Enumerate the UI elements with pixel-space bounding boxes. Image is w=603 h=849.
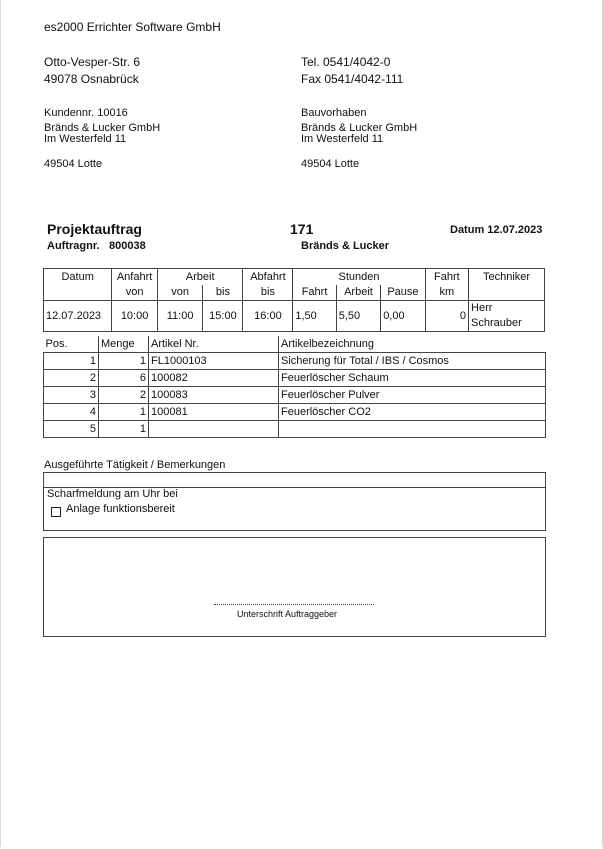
sub-abfahrt-bis: bis [243,285,293,301]
cell-fahrt-km: 0 [425,301,468,332]
item-bezeichnung: Feuerlöscher CO2 [279,404,546,421]
order-title: Projektauftrag [47,221,142,237]
cell-techniker: Herr Schrauber [469,301,545,332]
header-datum: Datum [44,269,112,286]
item-menge: 1 [99,421,149,438]
cell-arbeit-von: 11:00 [157,301,203,332]
item-artikel-nr [149,421,279,438]
project-label: Bauvorhaben [301,107,367,119]
company-name: es2000 Errichter Software GmbH [44,20,221,34]
checkbox-label: Anlage funktionsbereit [66,503,175,515]
scharfmeldung-text: Scharfmeldung am Uhr bei [47,488,178,500]
remarks-label: Ausgeführte Tätigkeit / Bemerkungen [44,459,226,471]
sub-arbeit-von: von [157,285,203,301]
item-pos: 2 [44,370,99,387]
sub-arbeit-bis: bis [203,285,243,301]
sub-techniker-empty [469,285,545,301]
sub-empty [44,285,112,301]
cell-arbeit-bis: 15:00 [203,301,243,332]
header-artikel-nr: Artikel Nr. [149,336,279,353]
project-city: 49504 Lotte [301,158,360,170]
time-row [44,301,545,332]
item-pos: 5 [44,421,99,438]
cell-stunden-pause: 0,00 [381,301,425,332]
order-number: 171 [290,221,314,237]
company-street: Otto-Vesper-Str. 6 [44,55,141,69]
table-row [44,370,546,387]
remarks-box [43,472,546,531]
item-pos: 3 [44,387,99,404]
sub-anfahrt-von: von [112,285,158,301]
company-phone: Tel. 0541/4042-0 [301,55,391,69]
item-artikel-nr: 100083 [149,387,279,404]
signature-box [43,537,546,637]
project-street: Im Westerfeld 11 [301,133,384,145]
item-bezeichnung: Feuerlöscher Pulver [279,387,546,404]
sub-stunden-fahrt: Fahrt [293,285,336,301]
header-techniker: Techniker [469,269,545,286]
item-artikel-nr: 100082 [149,370,279,387]
customer-number: Kundennr. 10016 [44,107,128,119]
order-date: Datum 12.07.2023 [450,224,543,236]
customer-city: 49504 Lotte [44,158,103,170]
checkbox-anlage[interactable] [51,507,61,517]
signature-label: Unterschrift Auftraggeber [237,609,338,619]
cell-stunden-fahrt: 1,50 [293,301,336,332]
table-row [44,353,546,370]
company-city: 49078 Osnabrück [44,72,139,86]
time-table [43,268,545,332]
project-name: Bränds & Lucker GmbH [301,122,418,134]
item-bezeichnung: Sicherung für Total / IBS / Cosmos [279,353,546,370]
header-anfahrt: Anfahrt [112,269,158,286]
header-pos: Pos. [44,336,99,353]
header-arbeit: Arbeit [157,269,243,286]
signature-line [214,604,374,605]
cell-stunden-arbeit: 5,50 [336,301,380,332]
item-pos: 4 [44,404,99,421]
table-row [44,404,546,421]
company-fax: Fax 0541/4042-111 [301,72,404,86]
item-menge: 6 [99,370,149,387]
item-artikel-nr: FL1000103 [149,353,279,370]
auftrag-number: 800038 [109,240,146,252]
sub-stunden-arbeit: Arbeit [336,285,380,301]
items-table [43,336,546,438]
item-menge: 2 [99,387,149,404]
item-bezeichnung [279,421,546,438]
item-menge: 1 [99,353,149,370]
sub-fahrt-km: km [425,285,468,301]
header-stunden: Stunden [293,269,425,286]
header-fahrt: Fahrt [425,269,468,286]
cell-datum: 12.07.2023 [44,301,112,332]
item-pos: 1 [44,353,99,370]
cell-abfahrt-bis: 16:00 [243,301,293,332]
sub-stunden-pause: Pause [381,285,425,301]
header-artikelbezeichnung: Artikelbezeichnung [279,336,546,353]
item-bezeichnung: Feuerlöscher Schaum [279,370,546,387]
customer-short: Bränds & Lucker [301,240,390,252]
cell-anfahrt-von: 10:00 [112,301,158,332]
header-menge: Menge [99,336,149,353]
auftrag-label: Auftragnr. [47,240,100,252]
item-artikel-nr: 100081 [149,404,279,421]
customer-street: Im Westerfeld 11 [44,133,127,145]
item-menge: 1 [99,404,149,421]
header-abfahrt: Abfahrt [243,269,293,286]
table-row [44,421,546,438]
table-row [44,387,546,404]
customer-name: Bränds & Lucker GmbH [44,122,161,134]
